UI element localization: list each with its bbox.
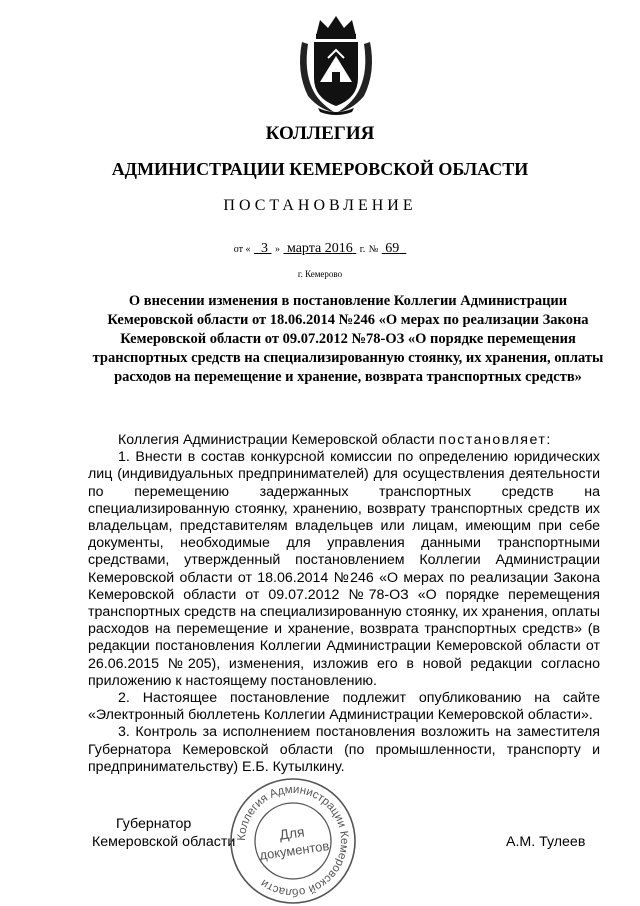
- date-month-year: марта 2016: [286, 241, 353, 256]
- document-number: 69: [385, 241, 400, 256]
- date-number-line: [0, 240, 640, 259]
- signatory-name: А.М. Тулеев: [506, 834, 586, 850]
- date-prefix: от «: [233, 244, 251, 255]
- stamp-center-line1: Для: [278, 823, 306, 843]
- date-day: 3: [260, 241, 268, 256]
- org-name-line1: КОЛЛЕГИЯ: [265, 123, 375, 144]
- position-line1: Губернатор: [116, 816, 192, 832]
- date-year-suffix: г.: [359, 244, 366, 255]
- org-name-line2: АДМИНИСТРАЦИИ КЕМЕРОВСКОЙ ОБЛАСТИ: [111, 159, 529, 179]
- stamp-ring-text: Коллегия Администрации Кемеровской области: [235, 783, 351, 899]
- paragraph-1: 1. Внести в состав конкурсной комиссии по определению юридических лиц (индивидуальных предпринимателей) для осуществления деятельности по перемещению задержанных транспортных средств на специализированную стоянку, хранению, возврату транспортных средств их владельцам, представителям владельцев или лицам, имеющим при себе документы, необходимые для управления данными транспортными средствами, утвержденный постановлением Коллегии Администрации Кемеровской области от 18.06.2014 №246 «О мерах по реализации Закона Кемеровской области от 09.07.2012 №78-ОЗ «О порядке перемещения транспортных средств на специализированную стоянку, их хранения, оплаты расходов на перемещение и хранение, возврата транспортных средств» (в редакции постановления Коллегии Администрации Кемеровской области от 26.06.2015 №205), изменения, изложив его в новой редакции согласно приложению к настоящему постановлению.: [88, 449, 600, 689]
- document-title: О внесении изменения в постановление Коллегии Администрации Кемеровской области от 18.06.2014 №246 «О мерах по реализации Закона Кемеровской области от 09.07.2012 №78-ОЗ «О порядке перемещения транспортных средств на специализированную стоянку, их хранения, оплаты расходов на перемещение и хранение, возврата транспортных средств»: [92, 293, 604, 385]
- date-mid: »: [274, 244, 280, 255]
- number-sign: №: [368, 244, 379, 255]
- document-body: [88, 432, 600, 776]
- position-line2: Кемеровской области: [92, 834, 236, 850]
- signatory-position: [92, 815, 235, 851]
- paragraph-2: 2. Настоящее постановление подлежит опубликованию на сайте «Электронный бюллетень Коллегии Администрации Кемеровской области».: [88, 690, 600, 724]
- intro-verb: постановляет:: [438, 432, 552, 448]
- intro-paragraph: Коллегия Администрации Кемеровской области постановляет:: [118, 432, 552, 448]
- city-name: г. Кемерово: [297, 269, 343, 279]
- stamp-center-line2: документов: [258, 838, 331, 863]
- document-stamp: [228, 776, 358, 906]
- kemerovo-coat-of-arms-icon: [294, 12, 378, 116]
- paragraph-3: 3. Контроль за исполнением постановления возложить на заместителя Губернатора Кемеровской области (по промышленности, транспорту и предпринимательству) Е.Б. Кутылкину.: [88, 724, 600, 775]
- document-type: ПОСТАНОВЛЕНИЕ: [223, 197, 417, 214]
